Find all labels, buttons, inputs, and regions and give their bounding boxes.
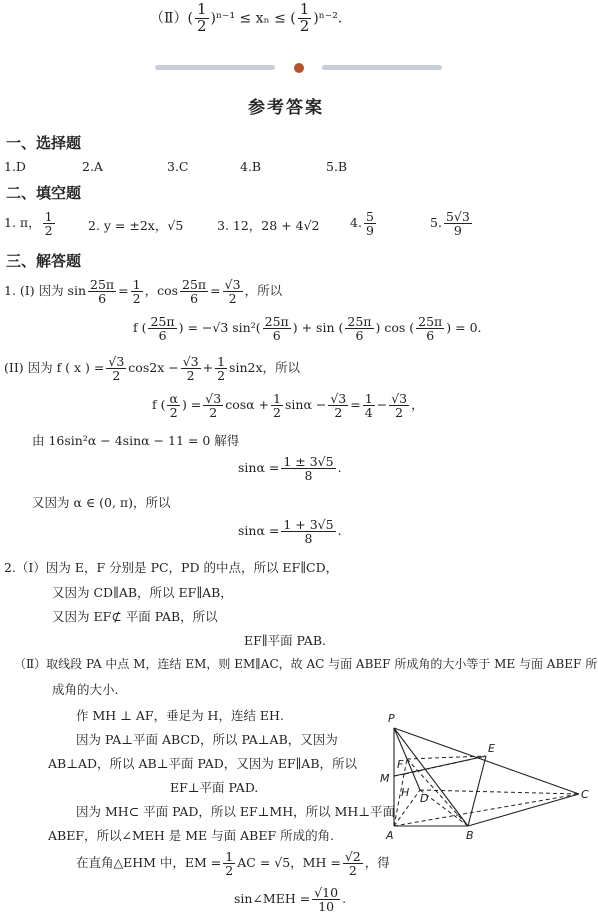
sol1-l2-frac4 bbox=[416, 315, 444, 342]
sol2-line13 bbox=[76, 850, 390, 877]
sol1-l4-frac1 bbox=[167, 392, 179, 419]
sol1-l2-frac1-num: 25π bbox=[150, 314, 175, 329]
label-P: P bbox=[388, 712, 395, 725]
section-fill-heading: 二、填空题 bbox=[6, 184, 82, 202]
sol1-l1-frac2 bbox=[131, 278, 143, 305]
sol1-l1-text-e: ，所以 bbox=[244, 283, 283, 299]
sol1-l1-frac1 bbox=[88, 278, 116, 305]
sol1-l4-frac4-num: √3 bbox=[330, 391, 347, 406]
sol1-l8-text-a: sinα = bbox=[238, 523, 280, 539]
sol2-line10: EF⊥平面 PAD. bbox=[170, 780, 259, 795]
label-A: A bbox=[386, 829, 394, 842]
sol1-l3-text-d: sin2x，所以 bbox=[229, 360, 301, 376]
choice-answer-4: 4.B bbox=[240, 159, 262, 174]
choice-answer-5: 5.B bbox=[326, 159, 348, 174]
sol1-l4-frac3-num: 1 bbox=[273, 391, 281, 406]
sol1-l2-frac2-num: 25π bbox=[264, 314, 289, 329]
sol1-l1-text-c: ，cos bbox=[144, 283, 179, 299]
sol1-l1-frac1-num: 25π bbox=[90, 277, 115, 292]
top-frac-1-num: 1 bbox=[196, 0, 207, 18]
sol1-l4-frac6-num: √3 bbox=[391, 391, 408, 406]
sol1-l3-frac1-den: 2 bbox=[112, 368, 121, 384]
sol1-l3-frac3-den: 2 bbox=[217, 368, 226, 384]
sol1-line1 bbox=[4, 278, 282, 305]
sol1-l2-frac3-num: 25π bbox=[347, 314, 372, 329]
sol1-l1-text-d: = bbox=[210, 283, 221, 299]
sol1-l4-frac5-den: 4 bbox=[364, 405, 373, 421]
sol1-l1-frac1-den: 6 bbox=[98, 291, 107, 307]
sol1-l6-frac-den: 8 bbox=[304, 468, 313, 484]
label-D: D bbox=[420, 792, 429, 805]
sol1-line2 bbox=[133, 315, 482, 342]
sol1-l2-frac2 bbox=[263, 315, 291, 342]
sol1-l3-text-b: cos2x − bbox=[128, 360, 179, 376]
sol2-line2: 又因为 CD∥AB，所以 EF∥AB， bbox=[52, 585, 233, 600]
sol1-l3-frac2-num: √3 bbox=[182, 354, 199, 369]
fill-answer-5-label: 5. bbox=[430, 215, 442, 231]
sol1-l2-text-b: ) = −√3 sin²( bbox=[178, 320, 261, 336]
sol1-l3-text-c: + bbox=[202, 360, 214, 376]
page-title: 参考答案 bbox=[248, 98, 324, 118]
sol1-l4-frac5 bbox=[363, 392, 375, 419]
edge-PC bbox=[394, 728, 579, 794]
fill-answer-4 bbox=[350, 210, 378, 237]
label-C: C bbox=[581, 788, 589, 801]
sol1-l2-text-a: f ( bbox=[133, 320, 147, 336]
choice-answer-3: 3.C bbox=[167, 159, 189, 174]
sol1-l1-text-a: 1. (I) 因为 sin bbox=[4, 283, 87, 299]
sol1-l4-text-c: cosα + bbox=[225, 397, 270, 413]
fill-answer-3: 3. 12，28 + 4√2 bbox=[217, 218, 320, 233]
divider-bar-left bbox=[155, 65, 275, 70]
sol1-l2-frac3 bbox=[345, 315, 373, 342]
sol1-line6 bbox=[238, 455, 342, 482]
fill-answer-1-den: 2 bbox=[44, 223, 53, 239]
sol1-l2-text-d: ) cos ( bbox=[375, 320, 415, 336]
fill-answer-2: 2. y = ±2x，√5 bbox=[88, 218, 184, 233]
sol1-l2-frac1-den: 6 bbox=[158, 328, 167, 344]
sol1-l4-text-e: = bbox=[350, 397, 361, 413]
sol1-l2-frac4-den: 6 bbox=[426, 328, 435, 344]
label-E: E bbox=[488, 742, 495, 755]
divider-dot bbox=[294, 63, 304, 73]
edge-FB-dashed bbox=[407, 759, 468, 826]
top-frac-2 bbox=[298, 2, 312, 35]
sol1-l2-text-e: ) = 0. bbox=[446, 320, 482, 336]
sol2-line1: 2.（Ⅰ）因为 E，F 分别是 PC，PD 的中点，所以 EF∥CD， bbox=[4, 560, 339, 575]
sol2-l14-frac-den: 10 bbox=[318, 899, 335, 915]
sol2-line6: 成角的大小. bbox=[52, 682, 119, 697]
sol1-l3-frac2-den: 2 bbox=[186, 368, 195, 384]
sol2-l13-frac2 bbox=[343, 850, 363, 877]
choice-answer-2: 2.A bbox=[82, 159, 103, 174]
fill-answer-1-num: 1 bbox=[44, 209, 53, 224]
sol1-l4-frac4 bbox=[328, 392, 348, 419]
sol1-l8-frac bbox=[281, 518, 335, 545]
sol1-l3-frac1-num: √3 bbox=[108, 354, 125, 369]
top-frac-2-num: 1 bbox=[299, 0, 310, 18]
sol1-l4-text-g: − bbox=[376, 397, 388, 413]
divider-bar-right bbox=[322, 65, 442, 70]
sol2-line3: 又因为 EF⊄ 平面 PAB，所以 bbox=[52, 609, 218, 624]
sol1-l1-frac2-num: 1 bbox=[132, 277, 141, 292]
label-B: B bbox=[466, 829, 474, 842]
sol1-l3-frac1 bbox=[106, 355, 126, 382]
label-H: H bbox=[401, 786, 410, 799]
top-formula bbox=[150, 2, 342, 35]
sol1-l4-text-d: sinα − bbox=[284, 397, 327, 413]
sol1-l2-frac2-den: 6 bbox=[272, 328, 281, 344]
top-frac-1 bbox=[195, 2, 209, 35]
sol1-l4-text-b: ) = bbox=[181, 397, 202, 413]
sol1-l4-frac1-num: α bbox=[169, 391, 178, 406]
sol1-l3-text-a: (II) 因为 f ( x ) = bbox=[4, 360, 105, 376]
section-divider bbox=[150, 58, 450, 78]
sol2-l13-frac1-den: 2 bbox=[225, 863, 234, 879]
choice-answer-1: 1.D bbox=[4, 159, 26, 174]
fill-answer-1-text: 1. π， bbox=[4, 215, 41, 231]
sol1-l6-frac bbox=[281, 455, 335, 482]
sol1-l6-frac-num: 1 ± 3√5 bbox=[283, 454, 334, 469]
sol2-line5: （Ⅱ）取线段 PA 中点 M，连结 EM，则 EM∥AC，故 AC 与面 ABEF 所成角的大小等于 ME 与面 ABEF 所 bbox=[14, 657, 598, 671]
fill-answer-4-label: 4. bbox=[350, 215, 362, 231]
sol1-l2-text-c: ) + sin ( bbox=[292, 320, 344, 336]
pyramid-figure bbox=[372, 710, 592, 842]
sol2-line12: ABEF，所以∠MEH 是 ME 与面 ABEF 所成的角. bbox=[48, 828, 335, 843]
sol1-line8 bbox=[238, 518, 342, 545]
top-frac-2-den: 2 bbox=[299, 16, 310, 35]
sol1-l4-frac3-den: 2 bbox=[273, 405, 281, 421]
top-formula-mid: )ⁿ⁻¹ ≤ xₙ ≤ ( bbox=[210, 10, 296, 27]
sol1-l2-frac4-num: 25π bbox=[418, 314, 443, 329]
sol1-l4-frac2-num: √3 bbox=[205, 391, 222, 406]
sol1-l1-frac3-num: 25π bbox=[182, 277, 207, 292]
sol2-line14 bbox=[234, 886, 346, 913]
sol1-l4-frac2-den: 2 bbox=[209, 405, 218, 421]
sol1-l2-frac3-den: 6 bbox=[355, 328, 364, 344]
sol1-l3-frac3-num: 1 bbox=[217, 354, 226, 369]
sol1-l4-frac3 bbox=[271, 392, 283, 419]
fill-answer-4-num: 5 bbox=[365, 209, 374, 224]
sol1-l1-frac4-den: 2 bbox=[228, 291, 237, 307]
sol1-l8-frac-num: 1 + 3√5 bbox=[283, 517, 334, 532]
sol1-l6-text-b: . bbox=[337, 460, 342, 476]
sol2-l14-frac bbox=[312, 886, 340, 913]
sol1-l6-text-a: sinα = bbox=[238, 460, 280, 476]
sol1-line5: 由 16sin²α − 4sinα − 11 = 0 解得 bbox=[32, 433, 240, 448]
fill-answer-5-num: 5√3 bbox=[445, 209, 470, 224]
sol2-line11: 因为 MH⊂ 平面 PAD，所以 EF⊥MH，所以 MH⊥平面 bbox=[76, 804, 396, 819]
sol1-l4-text-a: f ( bbox=[152, 397, 166, 413]
sol1-l4-frac6-den: 2 bbox=[395, 405, 404, 421]
section-choice-heading: 一、选择题 bbox=[6, 134, 82, 152]
fill-answer-4-frac bbox=[364, 210, 376, 237]
edge-PB bbox=[394, 728, 468, 826]
fill-answer-5-den: 9 bbox=[453, 223, 462, 239]
fill-answer-1 bbox=[4, 210, 57, 237]
sol1-l1-frac2-den: 2 bbox=[132, 291, 141, 307]
fill-answer-5-frac bbox=[444, 210, 472, 237]
sol1-line4 bbox=[152, 392, 424, 419]
sol2-line8: 因为 PA⊥平面 ABCD，所以 PA⊥AB，又因为 bbox=[76, 732, 338, 747]
label-M: M bbox=[380, 772, 390, 785]
sol2-line7: 作 MH ⊥ AF，垂足为 H，连结 EH. bbox=[76, 708, 284, 723]
sol1-l4-frac5-num: 1 bbox=[364, 391, 373, 406]
sol2-l13-frac2-num: √2 bbox=[344, 849, 361, 864]
section-solution-heading: 三、解答题 bbox=[6, 252, 82, 270]
sol1-l1-frac3-den: 6 bbox=[190, 291, 199, 307]
sol1-l3-frac3 bbox=[215, 355, 227, 382]
sol1-line7: 又因为 α ∈ (0, π)，所以 bbox=[32, 495, 171, 510]
sol1-l1-frac3 bbox=[180, 278, 208, 305]
sol1-l1-text-b: = bbox=[118, 283, 129, 299]
fill-answer-4-den: 9 bbox=[365, 223, 374, 239]
sol1-l8-frac-den: 8 bbox=[304, 531, 313, 547]
sol2-l13-frac1 bbox=[223, 850, 235, 877]
sol2-l14-frac-num: √10 bbox=[314, 885, 339, 900]
sol1-l4-frac1-den: 2 bbox=[169, 405, 178, 421]
sol2-l14-text-a: sin∠MEH = bbox=[234, 891, 311, 907]
sol2-l13-frac2-den: 2 bbox=[348, 863, 357, 879]
sol2-l13-text-a: 在直角△EHM 中，EM = bbox=[76, 855, 222, 871]
sol2-l13-text-b: AC = √5，MH = bbox=[237, 855, 341, 871]
sol1-l3-frac2 bbox=[181, 355, 201, 382]
sol1-l8-text-b: . bbox=[337, 523, 342, 539]
sol2-l14-text-b: . bbox=[342, 891, 347, 907]
sol1-l4-frac4-den: 2 bbox=[334, 405, 343, 421]
sol1-l4-frac6 bbox=[389, 392, 409, 419]
sol1-l1-frac4-num: √3 bbox=[224, 277, 241, 292]
sol2-l13-frac1-num: 1 bbox=[225, 849, 234, 864]
sol1-l1-frac4 bbox=[223, 278, 243, 305]
sol1-l2-frac1 bbox=[148, 315, 176, 342]
sol1-l4-text-h: ， bbox=[411, 397, 424, 413]
top-formula-end: )ⁿ⁻². bbox=[313, 10, 343, 27]
sol2-l13-text-c: ，得 bbox=[364, 855, 390, 871]
sol1-l4-frac2 bbox=[203, 392, 223, 419]
fill-answer-1-frac bbox=[43, 210, 55, 237]
sol2-line9: AB⊥AD，所以 AB⊥平面 PAD，又因为 EF∥AB，所以 bbox=[48, 756, 358, 771]
fill-answer-5 bbox=[430, 210, 474, 237]
sol2-line4: EF∥平面 PAB. bbox=[244, 633, 326, 648]
top-frac-1-den: 2 bbox=[196, 16, 207, 35]
label-F: F bbox=[397, 758, 404, 771]
top-formula-lhs: （Ⅱ）( bbox=[150, 10, 193, 27]
sol1-line3 bbox=[4, 355, 300, 382]
